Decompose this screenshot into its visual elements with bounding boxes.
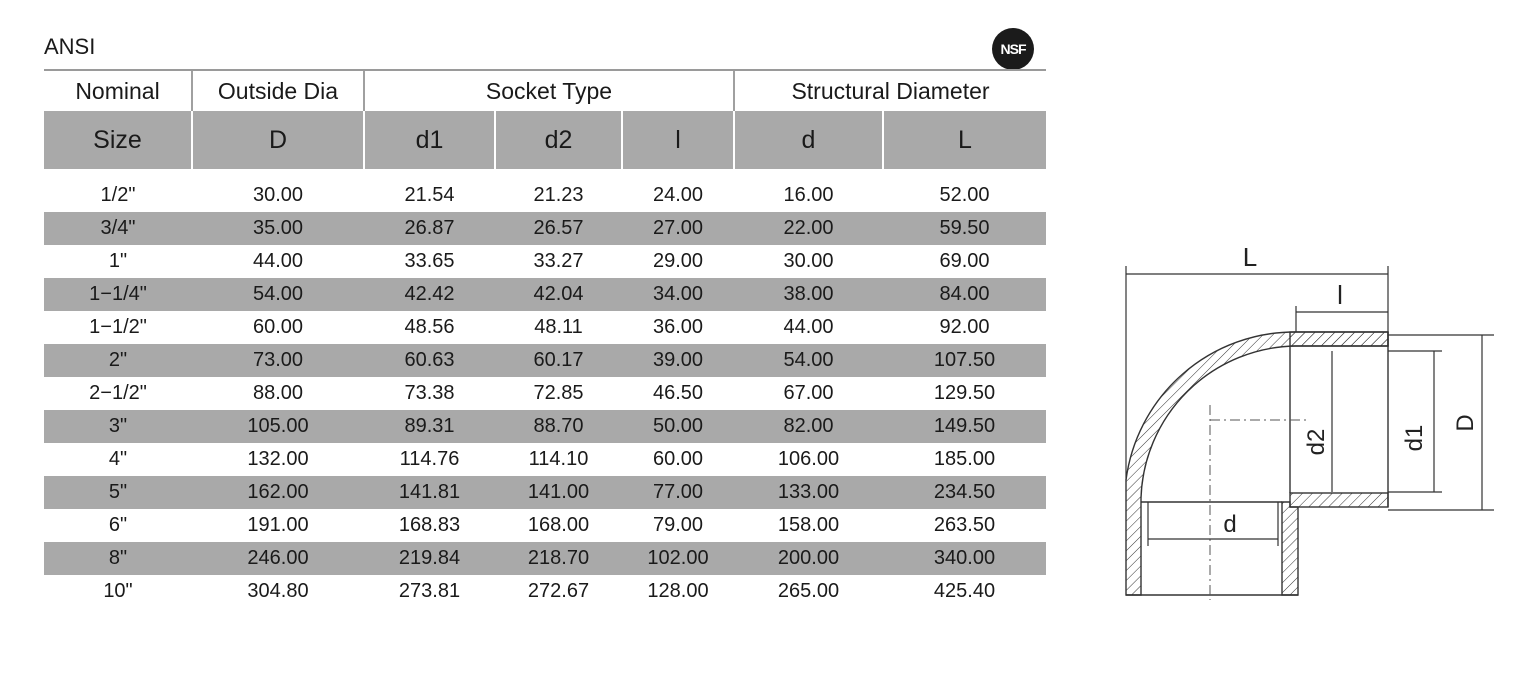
table-row — [44, 476, 1046, 509]
label-d1: d1 — [1401, 424, 1428, 452]
table-cell: 60.00 — [652, 448, 704, 470]
table-cell: 54.00 — [192, 278, 364, 311]
table-cell: 26.87 — [364, 212, 495, 245]
table-row — [44, 443, 1046, 476]
table-cell: 26.57 — [495, 212, 622, 245]
table-cell: 162.00 — [192, 476, 364, 509]
header-nominal: Nominal — [75, 77, 160, 104]
table-cell: 129.50 — [933, 382, 996, 404]
label-d2: d2 — [1303, 428, 1330, 456]
table-cell: 21.23 — [533, 184, 584, 206]
header-size: Size — [44, 111, 192, 169]
table-cell: 10" — [103, 580, 133, 602]
table-cell: 79.00 — [652, 514, 704, 536]
table-row — [44, 212, 1046, 245]
table-cell: 8" — [44, 542, 192, 575]
table-cell: 185.00 — [933, 448, 996, 470]
table-cell: 304.80 — [247, 580, 309, 602]
header-row-symbols — [44, 111, 1046, 169]
table-cell: 42.42 — [364, 278, 495, 311]
table-cell: 30.00 — [783, 250, 834, 272]
header-D: D — [192, 111, 364, 169]
table-cell: 1−1/4" — [44, 278, 192, 311]
table-cell: 265.00 — [777, 580, 840, 602]
table-cell: 106.00 — [777, 448, 840, 470]
table-cell: 141.81 — [364, 476, 495, 509]
table-row — [44, 377, 1046, 410]
table-cell: 36.00 — [652, 316, 704, 338]
table-body — [44, 179, 1046, 608]
table-cell: 1−1/2" — [89, 316, 147, 338]
table-cell: 38.00 — [734, 278, 883, 311]
table-cell: 88.70 — [495, 410, 622, 443]
table-cell: 30.00 — [252, 184, 304, 206]
table-cell: 89.31 — [364, 410, 495, 443]
table-cell: 3/4" — [44, 212, 192, 245]
table-cell: 5" — [44, 476, 192, 509]
table-cell: 52.00 — [939, 184, 990, 206]
table-cell: 3" — [44, 410, 192, 443]
table-cell: 59.50 — [883, 212, 1046, 245]
table-cell: 2−1/2" — [89, 382, 147, 404]
table-cell: 39.00 — [622, 344, 734, 377]
table-cell: 42.04 — [495, 278, 622, 311]
table-cell: 60.00 — [252, 316, 304, 338]
table-cell: 246.00 — [192, 542, 364, 575]
dimension-table — [44, 71, 1046, 608]
table-cell: 105.00 — [192, 410, 364, 443]
table-row — [44, 245, 1046, 278]
header-d2: d2 — [495, 111, 622, 169]
table-cell: 48.11 — [534, 316, 583, 338]
table-cell: 44.00 — [252, 250, 304, 272]
table-cell: 149.50 — [883, 410, 1046, 443]
label-l: l — [1337, 280, 1343, 310]
table-cell: 21.54 — [404, 184, 455, 206]
table-cell: 273.81 — [398, 580, 461, 602]
table-cell: 88.00 — [252, 382, 304, 404]
table-cell: 200.00 — [734, 542, 883, 575]
table-cell: 84.00 — [883, 278, 1046, 311]
table-cell: 77.00 — [622, 476, 734, 509]
table-cell: 16.00 — [783, 184, 834, 206]
table-row — [44, 410, 1046, 443]
table-cell: 168.83 — [398, 514, 461, 536]
table-row — [44, 179, 1046, 212]
table-cell: 114.10 — [528, 448, 589, 470]
table-cell: 425.40 — [933, 580, 996, 602]
table-cell: 263.50 — [933, 514, 996, 536]
table-cell: 132.00 — [247, 448, 309, 470]
table-cell: 340.00 — [883, 542, 1046, 575]
table-cell: 1/2" — [100, 184, 136, 206]
table-cell: 73.00 — [192, 344, 364, 377]
table-cell: 24.00 — [652, 184, 704, 206]
table-cell: 158.00 — [777, 514, 840, 536]
nsf-certification-badge: NSF — [992, 28, 1034, 70]
table-cell: 60.17 — [495, 344, 622, 377]
label-d: d — [1223, 511, 1237, 538]
table-cell: 60.63 — [364, 344, 495, 377]
table-cell: 54.00 — [734, 344, 883, 377]
table-cell: 141.00 — [495, 476, 622, 509]
table-cell: 102.00 — [622, 542, 734, 575]
table-cell: 33.27 — [533, 250, 584, 272]
header-outside-dia: Outside Dia — [192, 71, 364, 111]
header-socket-type: Socket Type — [364, 71, 734, 111]
table-cell: 27.00 — [622, 212, 734, 245]
header-row-group — [44, 71, 1046, 111]
table-cell: 133.00 — [734, 476, 883, 509]
table-cell: 114.76 — [399, 448, 460, 470]
header-structural-diameter: Structural Diameter — [734, 71, 1046, 111]
table-cell: 72.85 — [533, 382, 584, 404]
table-row — [44, 542, 1046, 575]
table-cell: 73.38 — [404, 382, 455, 404]
table-cell: 234.50 — [883, 476, 1046, 509]
table-cell: 50.00 — [622, 410, 734, 443]
table-cell: 1" — [108, 250, 128, 272]
label-D: D — [1452, 414, 1479, 432]
table-cell: 29.00 — [652, 250, 704, 272]
table-cell: 272.67 — [527, 580, 590, 602]
table-cell: 33.65 — [404, 250, 455, 272]
label-L: L — [1242, 242, 1258, 272]
table-cell: 69.00 — [939, 250, 990, 272]
table-cell: 34.00 — [622, 278, 734, 311]
table-cell: 67.00 — [783, 382, 834, 404]
table-cell: 191.00 — [247, 514, 309, 536]
table-row — [44, 509, 1046, 542]
table-cell: 82.00 — [734, 410, 883, 443]
header-d1: d1 — [364, 111, 495, 169]
table-cell: 22.00 — [734, 212, 883, 245]
table-cell: 107.50 — [883, 344, 1046, 377]
header-d: d — [734, 111, 883, 169]
elbow-fitting-drawing — [1110, 240, 1510, 610]
table-row — [44, 575, 1046, 608]
header-l: l — [622, 111, 734, 169]
header-L: L — [883, 111, 1046, 169]
table-row — [44, 278, 1046, 311]
table-cell: 128.00 — [647, 580, 709, 602]
elbow-body — [1126, 332, 1388, 595]
standard-label: ANSI — [44, 34, 96, 59]
table-row — [44, 311, 1046, 344]
table-cell: 2" — [44, 344, 192, 377]
table-cell: 92.00 — [939, 316, 990, 338]
table-cell: 218.70 — [495, 542, 622, 575]
table-cell: 35.00 — [192, 212, 364, 245]
table-cell: 168.00 — [527, 514, 590, 536]
table-cell: 4" — [108, 448, 128, 470]
table-row — [44, 344, 1046, 377]
table-cell: 6" — [108, 514, 128, 536]
table-cell: 48.56 — [404, 316, 455, 338]
table-cell: 44.00 — [783, 316, 834, 338]
table-cell: 219.84 — [364, 542, 495, 575]
header-spacer — [44, 169, 1046, 179]
table-cell: 46.50 — [652, 382, 704, 404]
